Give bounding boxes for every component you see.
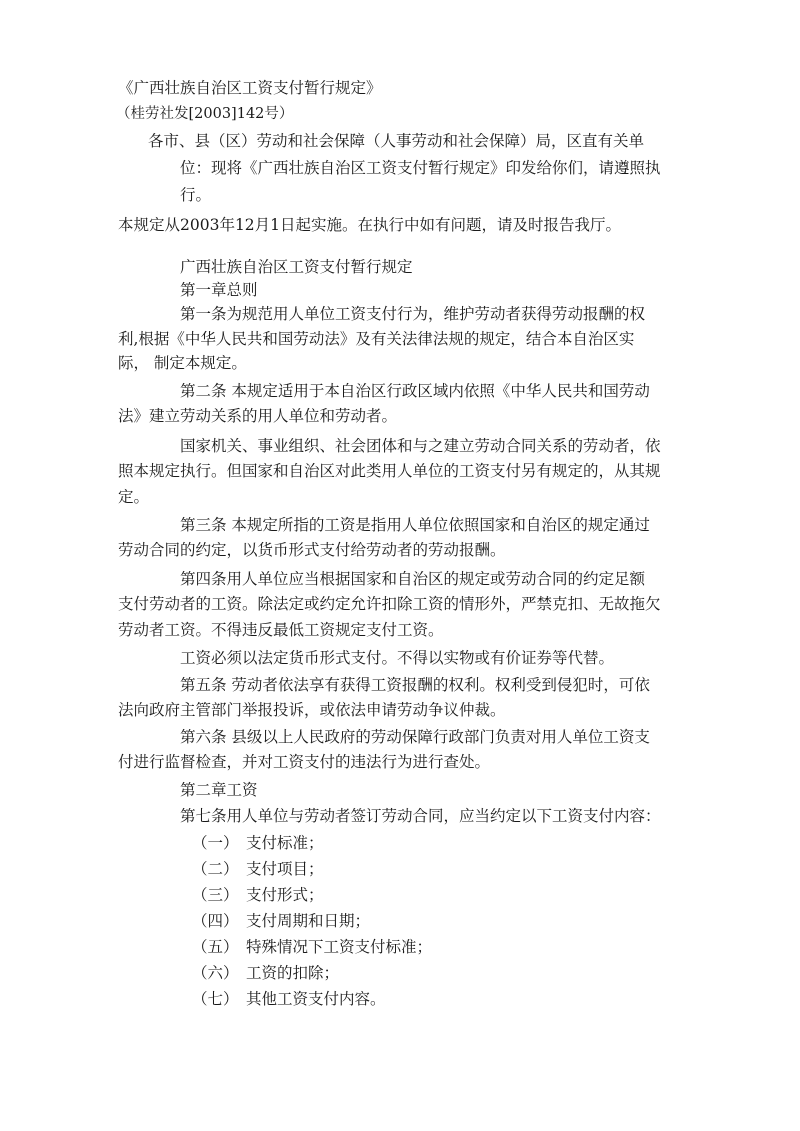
article-line: 支付劳动者的工资。除法定或约定允许扣除工资的情形外，严禁克扣、无故拖欠 [118,595,661,613]
notice-line: 位：现将《广西壮族自治区工资支付暂行规定》印发给你们，请遵照执 [180,159,661,177]
article-line: 第二条 本规定适用于本自治区行政区域内依照《中华人民共和国劳动 [180,382,650,400]
list-item-number: （五） [192,938,239,956]
article-line: 第三条 本规定所指的工资是指用人单位依照国家和自治区的规定通过 [180,516,650,534]
article-line: 第七条用人单位与劳动者签订劳动合同，应当约定以下工资支付内容： [180,807,661,825]
article-line: 劳动合同的约定，以货币形式支付给劳动者的劳动报酬。 [118,541,506,559]
list-item-text: 特殊情况下工资支付标准； [246,938,433,956]
article-line: 第五条 劳动者依法享有获得工资报酬的权利。权利受到侵犯时，可依 [180,676,650,694]
list-item-number: （四） [192,912,239,930]
chapter-heading: 第一章总则 [180,281,258,299]
list-item-text: 支付形式； [246,886,324,904]
list-item-text: 工资的扣除； [246,964,340,982]
list-item-number: （七） [192,990,239,1008]
list-item-text: 支付标准； [246,834,324,852]
article-line: 照本规定执行。但国家和自治区对此类用人单位的工资支付另有规定的，从其规 [118,462,661,480]
article-line: 付进行监督检查，并对工资支付的违法行为进行查处。 [118,753,491,771]
article-line: 利,根据《中华人民共和国劳动法》及有关法律法规的规定，结合本自治区实 [118,330,635,348]
list-item-number: （二） [192,860,239,878]
list-item [192,963,339,983]
article-line: 第六条 县级以上人民政府的劳动保障行政部门负责对用人单位工资支 [180,728,650,746]
article-line: 国家机关、事业组织、社会团体和与之建立劳动合同关系的劳动者，依 [180,437,661,455]
list-item-text: 支付周期和日期； [246,912,371,930]
article-line: 法》建立劳动关系的用人单位和劳动者。 [118,407,398,425]
notice-line: 本规定从2003年12月1日起实施。在执行中如有问题，请及时报告我厅。 [118,216,622,234]
list-item [192,833,324,853]
list-item [192,937,432,957]
document-title: 《广西壮族自治区工资支付暂行规定》 [118,79,382,97]
notice-line: 行。 [180,186,212,204]
list-item [192,885,324,905]
regulation-title: 广西壮族自治区工资支付暂行规定 [180,258,413,276]
article-line: 工资必须以法定货币形式支付。不得以实物或有价证券等代替。 [180,649,615,667]
list-item [192,911,370,931]
document-number: （桂劳社发[2003]142号） [116,106,294,122]
list-item-text: 其他工资支付内容。 [246,990,386,1008]
list-item-number: （三） [192,886,239,904]
article-line: 第四条用人单位应当根据国家和自治区的规定或劳动合同的约定足额 [180,570,646,588]
article-line: 第一条为规范用人单位工资支付行为，维护劳动者获得劳动报酬的权 [180,305,646,323]
list-item-number: （六） [192,964,239,982]
notice-line: 各市、县（区）劳动和社会保障（人事劳动和社会保障）局，区直有关单 [148,132,645,150]
article-line: 法向政府主管部门举报投诉，或依法申请劳动争议仲裁。 [118,701,506,719]
list-item-number: （一） [192,834,239,852]
article-line: 定。 [118,488,150,506]
article-line: 际， 制定本规定。 [118,354,247,372]
list-item [192,989,386,1009]
list-item [192,859,324,879]
article-line: 劳动者工资。不得违反最低工资规定支付工资。 [118,621,444,639]
list-item-text: 支付项目； [246,860,324,878]
chapter-heading: 第二章工资 [180,781,258,799]
